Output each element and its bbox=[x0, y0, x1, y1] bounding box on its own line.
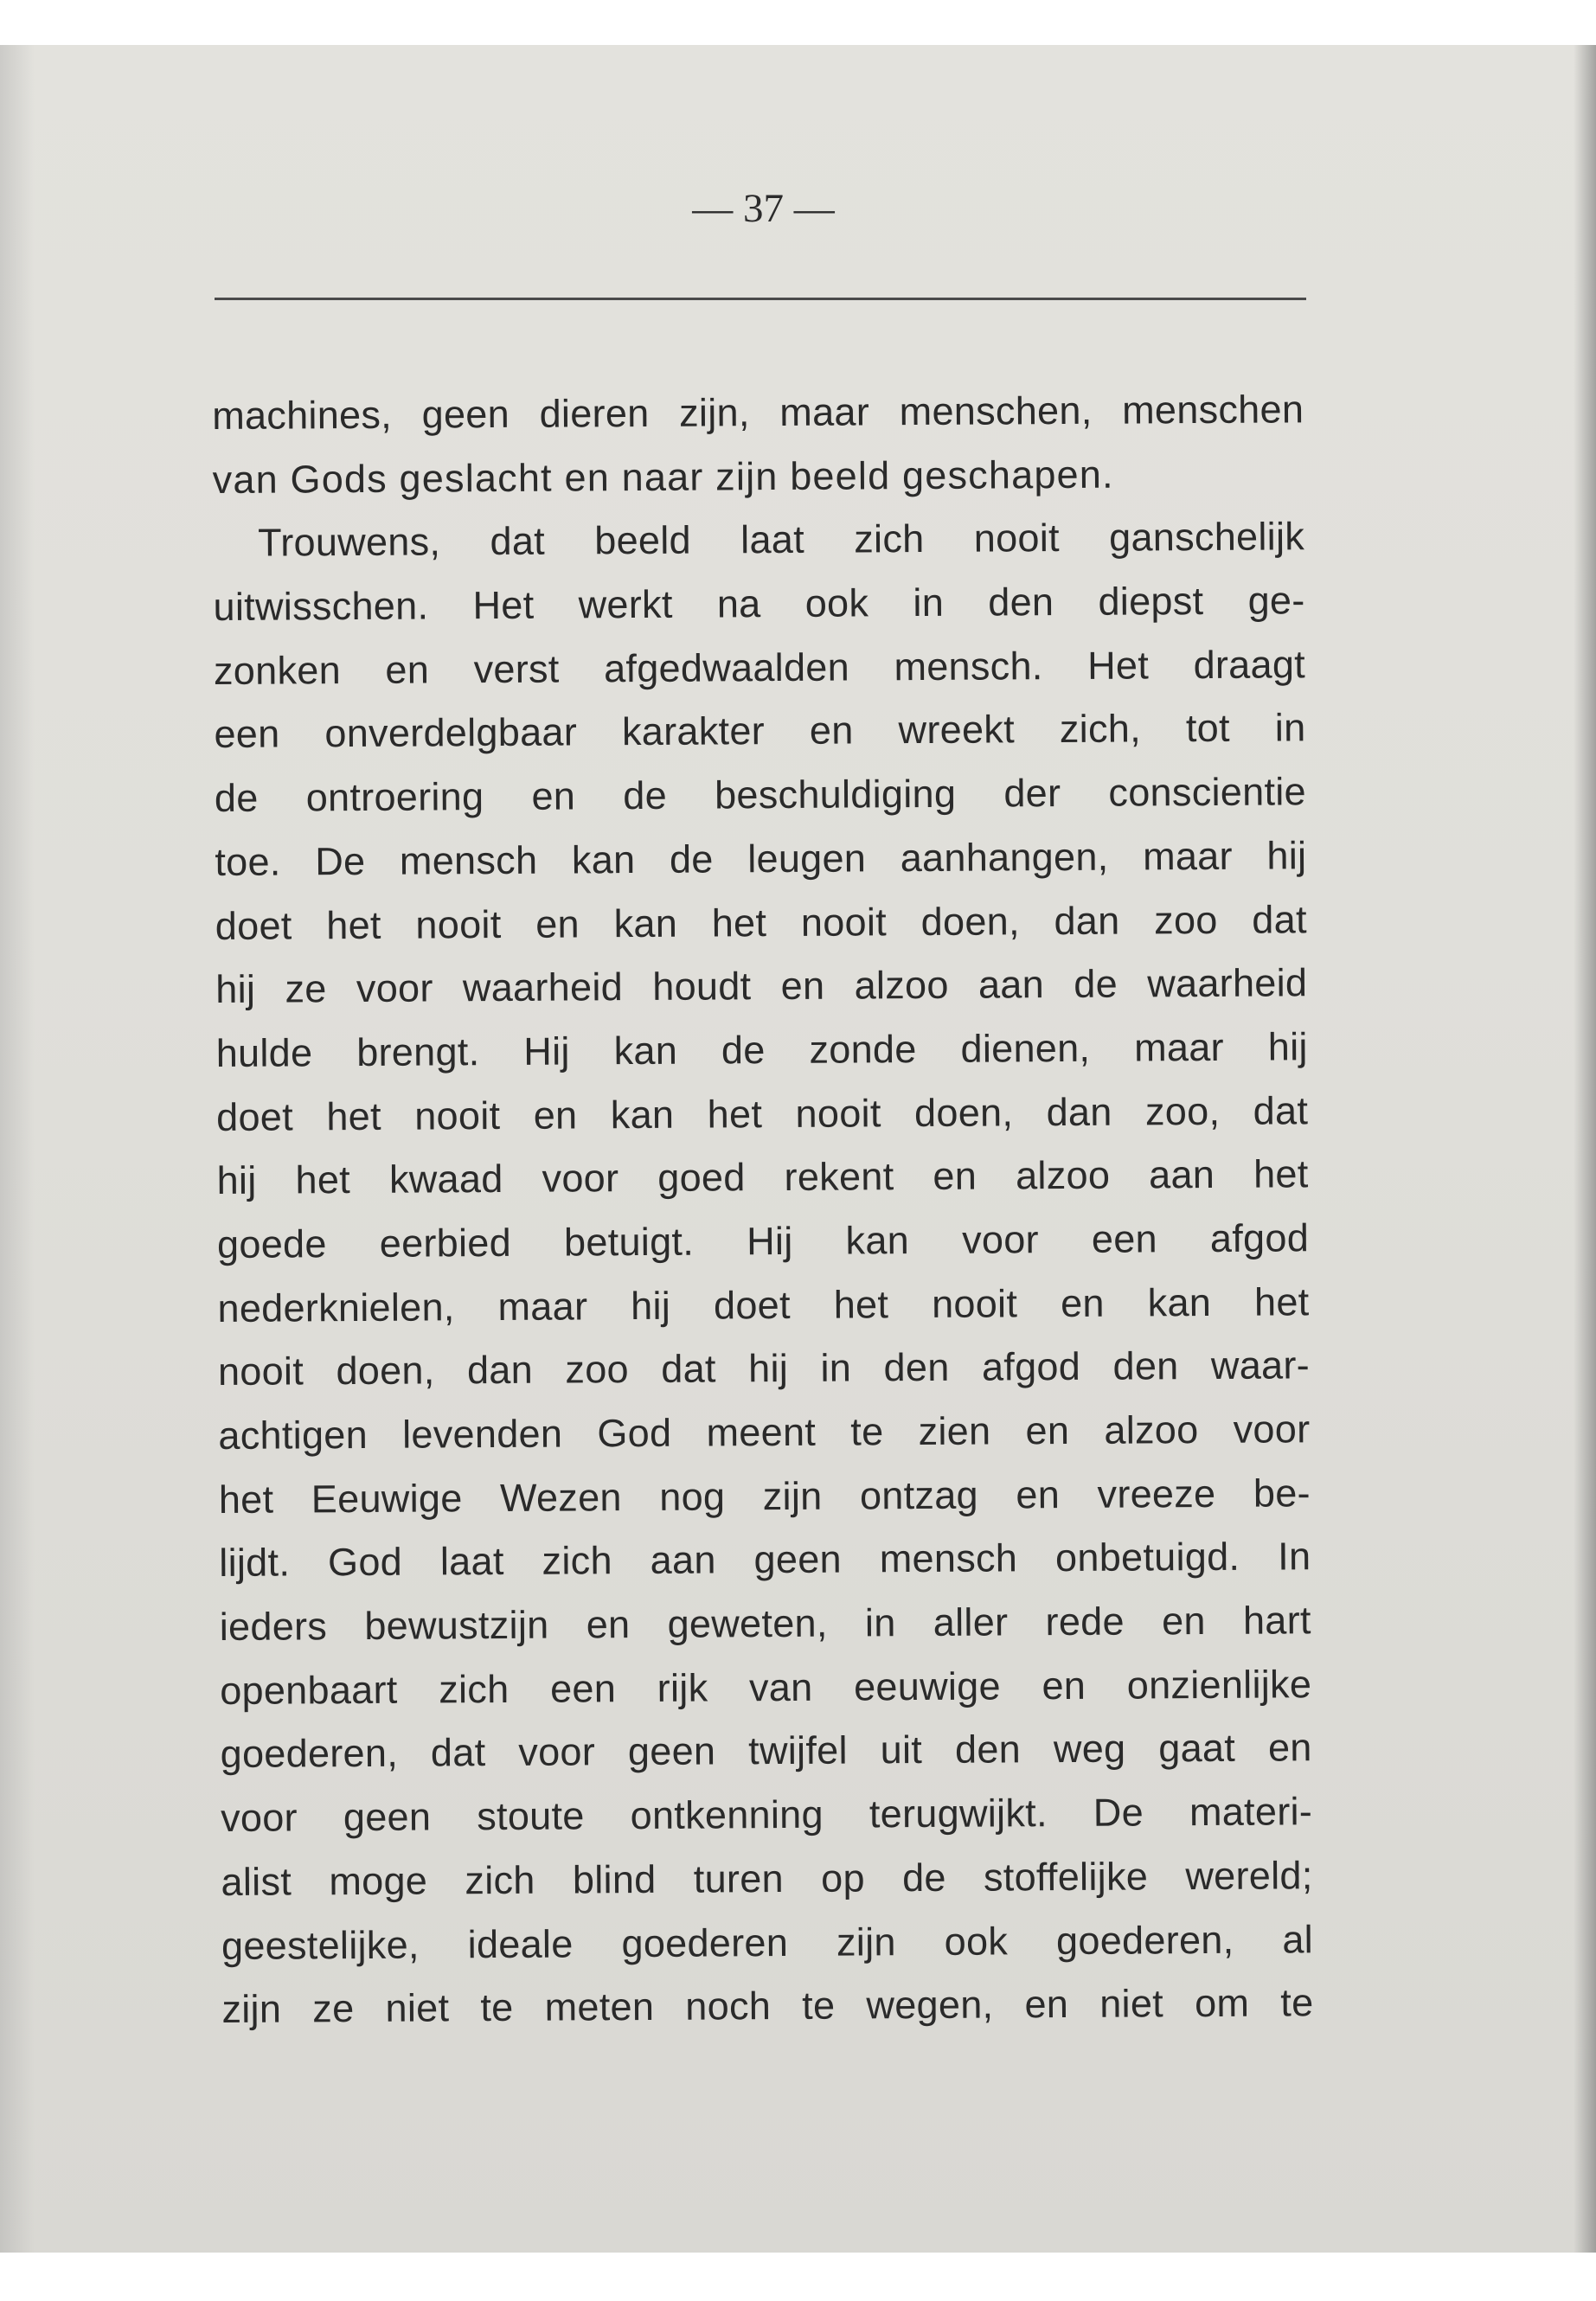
text-line: voor geen stoute ontkenning terugwijkt. De materi- bbox=[220, 1789, 1313, 1841]
text-line: achtigen levenden God meent te zien en alzoo voor bbox=[218, 1407, 1311, 1458]
text-line: ieders bewustzijn en geweten, in aller rede en hart bbox=[219, 1598, 1311, 1650]
text-line: zijn ze niet te meten noch te wegen, en niet om te bbox=[221, 1980, 1314, 2032]
text-line: goederen, dat voor geen twijfel uit den weg gaat en bbox=[220, 1725, 1312, 1777]
text-line: nederknielen, maar hij doet het nooit en kan het bbox=[217, 1279, 1310, 1330]
text-line: geestelijke, ideale goederen zijn ook goederen, al bbox=[221, 1916, 1314, 1968]
text-line: het Eeuwige Wezen nog zijn ontzag en vreeze be- bbox=[218, 1470, 1311, 1522]
body-text bbox=[212, 377, 1314, 2041]
text-line: openbaart zich een rijk van eeuwige en onzienlijke bbox=[220, 1662, 1312, 1713]
text-line: doet het nooit en kan het nooit doen, dan zoo dat bbox=[215, 896, 1307, 948]
text-line: alist moge zich blind turen op de stoffelijke wereld; bbox=[221, 1853, 1313, 1904]
text-line: nooit doen, dan zoo dat hij in den afgod den waar- bbox=[217, 1343, 1311, 1394]
text-line: toe. De mensch kan de leugen aanhangen, maar hij bbox=[215, 833, 1307, 884]
header-rule bbox=[215, 298, 1306, 300]
page-binding-shadow bbox=[1574, 45, 1596, 2253]
text-line: hij het kwaad voor goed rekent en alzoo aan het bbox=[216, 1151, 1309, 1203]
text-line: uitwisschen. Het werkt na ook in den diepst ge- bbox=[213, 578, 1305, 630]
text-line: een onverdelgbaar karakter en wreekt zich, tot in bbox=[214, 705, 1306, 757]
text-line: zonken en verst afgedwaalden mensch. Het draagt bbox=[213, 642, 1306, 693]
text-line: goede eerbied betuigt. Hij kan voor een afgod bbox=[216, 1215, 1310, 1266]
text-line: de ontroering en de beschuldiging der conscientie bbox=[214, 769, 1307, 821]
scanned-page bbox=[0, 45, 1596, 2253]
page-left-shadow bbox=[0, 45, 35, 2253]
text-line: machines, geen dieren zijn, maar menschen, menschen bbox=[212, 387, 1304, 438]
text-line: hij ze voor waarheid houdt en alzoo aan de waarheid bbox=[215, 960, 1308, 1012]
text-line: Trouwens, dat beeld laat zich nooit ganschelijk bbox=[257, 514, 1305, 566]
text-line: lijdt. God laat zich aan geen mensch onbetuigd. In bbox=[219, 1534, 1311, 1586]
text-line: doet het nooit en kan het nooit doen, dan zoo, dat bbox=[216, 1087, 1309, 1139]
text-line: van Gods geslacht en naar zijn beeld geschapen. bbox=[212, 452, 1114, 502]
page-number: — 37 — bbox=[692, 186, 835, 231]
text-line: hulde brengt. Hij kan de zonde dienen, maar hij bbox=[215, 1024, 1308, 1075]
